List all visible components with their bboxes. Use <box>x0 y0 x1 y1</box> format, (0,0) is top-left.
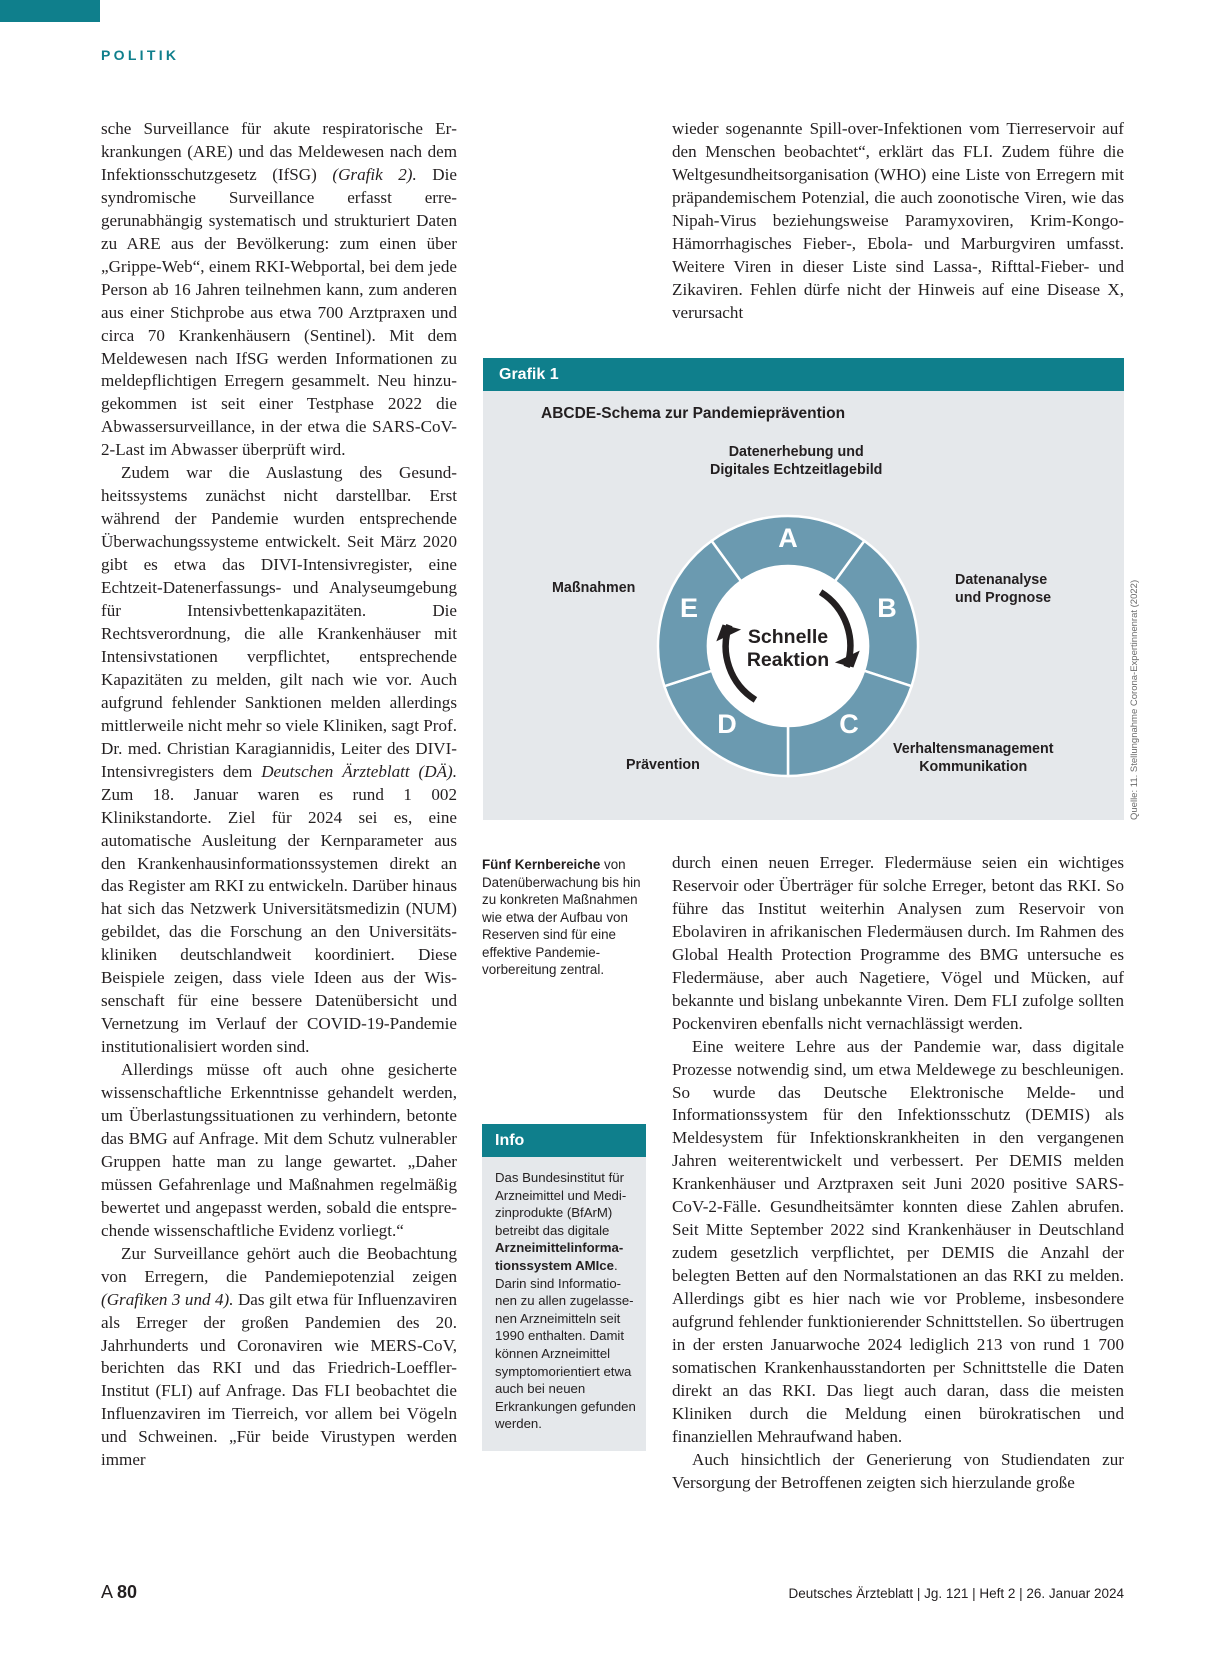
segment-letter-a: A <box>778 523 798 553</box>
figure-reference: (Grafik 2). <box>332 164 417 184</box>
info-text: Das Bundesinstitut für Arzneimittel und Medizinprodukte (BfArM) betreibt das digitale <box>495 1170 627 1238</box>
text-run: Zur Surveillance gehört auch die Beobachtung von Erregern, die Pandemiepotenzial zeigen <box>101 1243 457 1286</box>
left-paragraph-4 <box>101 1243 457 1473</box>
left-paragraph-3: Allerdings müsse oft auch ohne gesicherte wissenschaftliche Erkenntnisse gehandelt werden, um Überlastungssituationen zu verhindern, betonte das BMG auf Anfrage. Mit dem Schutz vulnerabler Gruppen hatte man zu lange gewartet. „Daher müssen Gefahrenlage und Maßnahmen regelmäßig bewertet und angepasst werden, sobald die entsprechende wissenschaftliche Evidenz vorliegt.“ <box>101 1060 457 1240</box>
right-text-column-bottom <box>672 852 1124 1495</box>
figure-grafik-1 <box>483 358 1124 820</box>
abcde-wheel-diagram <box>653 511 923 781</box>
label-a-line1: Datenerhebung und <box>728 444 864 460</box>
figure-caption <box>482 856 647 979</box>
label-a-line2: Digitales Echtzeitlagebild <box>710 462 883 478</box>
text-run: Das gilt etwa für Influenzaviren als Erreger der großen Pandemien des 20. Jahrhunderts und Coronaviren wie MERS-CoV, berichten das RKI und das Friedrich-Loeffler-Institut (FLI) auf Anfrage. Das FLI beobachtet die Influenzaviren im Tierreich, vor allem bei Vögeln und Schweinen. „Für beide Virustypen werden immer <box>101 1289 457 1470</box>
label-c-line1: Verhaltensmanagement <box>893 741 1054 757</box>
info-box-header: Info <box>482 1124 646 1157</box>
label-e: Maßnahmen <box>552 580 636 596</box>
label-d: Prävention <box>626 757 700 773</box>
left-text-column <box>101 118 457 1472</box>
center-text-line2: Reaktion <box>746 649 830 671</box>
segment-letter-b: B <box>877 593 897 623</box>
info-bold: Arzneimittelinformationssystem AMIce <box>495 1240 624 1273</box>
figure-source-note: Quelle: 11. Stellungnahme Corona-Expertinnenrat (2022) <box>1129 579 1140 820</box>
section-label: POLITIK <box>101 47 180 63</box>
top-accent-bar <box>0 0 100 22</box>
label-a <box>710 443 882 479</box>
label-b-line1: Datenanalyse <box>955 572 1048 588</box>
page-number-value: 80 <box>117 1582 138 1602</box>
figure-header: Grafik 1 <box>483 358 1124 391</box>
right-paragraph-2: durch einen neuen Erreger. Fledermäuse seien ein wichtiges Reservoir oder Überträger für solche Erreger, betont das RKI. So führe das Institut weiterhin Analysen zum Reservoir von Ebolaviren in afrikanischen Fledermäusen durch. Im Rahmen des Global Health Protection Programme des BMG untersuche es Fledermäuse, aber auch Nagetiere, Vögel und Mücken, auf bekannte und bislang unbekannte Viren. Dem FLI zufolge sollten Pockenviren ebenfalls nicht vernachlässigt werden. <box>672 853 1124 1033</box>
right-paragraph-4: Auch hinsichtlich der Generierung von Studiendaten zur Versorgung der Betroffenen zeigten sich hierzulande große <box>672 1449 1124 1492</box>
label-b <box>955 571 1051 607</box>
center-text-line1: Schnelle <box>747 626 829 648</box>
label-b-line2: und Prognose <box>955 590 1052 606</box>
right-paragraph-3: Eine weitere Lehre aus der Pandemie war, dass digitale Prozesse notwendig sind, um etwa Meldewege zu beschleunigen. So wurde das Deutsche Elektronische Melde- und Informationssystem für den Infektionsschutz (DEMIS) als Meldesystem für Infektionskrankheiten in den vergangenen Jahren weiterentwickelt und verbessert. Per DEMIS melden Krankenhäuser und Arztpraxen seit Juni 2020 positive SARS-CoV-2-Fälle. Gesundheitsämter konnten diese Zahlen abrufen. Seit Mitte September 2022 sind Krankenhäuser in Deutschland zudem gesetzlich verpflichtet, per DEMIS die Anzahl der belegten Betten auf den Normalstationen an das RKI zu melden. Allerdings gibt es hier nach wie vor Probleme, insbesondere aufgrund fehlender funktionierender Schnittstellen. So übertrugen in der ersten Januarwoche 2024 lediglich 213 von rund 1 700 somatischen Krankenhausstandorten per Schnittstelle die Daten direkt an das RKI. Das liegt auch daran, dass die meisten Kliniken durch die Meldung einen bürokratischen und finanziellen Mehraufwand haben. <box>672 1036 1124 1446</box>
segment-letter-c: C <box>839 709 859 739</box>
page-number <box>101 1582 137 1603</box>
publication-reference: Deutschen Ärzteblatt (DÄ). <box>261 761 457 781</box>
left-paragraph-2 <box>101 462 457 1059</box>
left-paragraph-1 <box>101 118 457 462</box>
caption-bold: Fünf Kernbereiche <box>482 857 601 872</box>
journal-footer: Deutsches Ärzteblatt | Jg. 121 | Heft 2 | 26. Januar 2024 <box>788 1586 1124 1601</box>
info-box <box>482 1124 646 1451</box>
text-run: Die syndromische Surveillance erfasst erregerunabhängig systematisch und strukturiert Daten zu ARE aus der Bevölkerung: zum einen über „Grippe-Web“, einem RKI-Webportal, bei dem jede Person ab 16 Jahren teilnehmen kann, zum anderen aus einer Stichprobe aus etwa 700 Arztpraxen und circa 70 Krankenhäusern (Sentinel). Mit dem Meldewesen nach IfSG werden Informationen zu meldepflichtigen Erregern gesammelt. Neu hinzugekommen ist seit einer Testphase 2022 die Abwassersurveillance, in der etwa die SARS-CoV-2-Last im Abwasser überprüft wird. <box>101 164 457 460</box>
figure-reference: (Grafiken 3 und 4). <box>101 1289 234 1309</box>
figure-body <box>483 391 1124 820</box>
text-run: Zum 18. Januar waren es rund 1 002 Klinikstandorte. Ziel für 2024 sei es, eine automatische Ausleitung der Kernparameter aus den Krankenhausinformationssystemen direkt an das Register am RKI zu entwickeln. Darüber hinaus hat sich das Netzwerk Universitätsmedizin (NUM) gebildet, das die Forschung an den Universitätskliniken deutschlandweit koordiniert. Diese Beispiele zeigen, dass viele Ideen aus der Wissenschaft für eine bessere Datenübersicht und Vernetzung im Verlauf der COVID-19-Pandemie institutionalisiert worden sind. <box>101 784 458 1057</box>
text-run: Zudem war die Auslastung des Gesundheitssystems zunächst nicht darstellbar. Erst während der Pandemie wurden entsprechende Überwachungssysteme entwickelt. Seit März 2020 gibt es etwa das DIVI-Intensivregister, eine Echtzeit-Datenerfassungs- und Analyseumgebung für Intensivbettenkapazitäten. Die Rechtsverordnung, die alle Krankenhäuser mit Intensivstationen verpflichtet, entsprechende Kapazitäten zu melden, gilt nach wie vor. Auch aufgrund fehlender Sanktionen melden allerdings mittlerweile nicht mehr so viele Kliniken, sagt Prof. Dr. med. Christian Karagiannidis, Leiter des DIVI-Intensivregisters dem <box>101 463 457 781</box>
right-text-column-top <box>672 118 1124 325</box>
text-run: sche Surveillance für akute respiratorische Erkrankungen (ARE) und das Meldewesen nach dem Infektionsschutzgesetz (IfSG) <box>101 119 457 184</box>
segment-letter-d: D <box>717 709 737 739</box>
caption-text: von Datenüberwachung bis hin zu konkreten Maßnahmen wie etwa der Aufbau von Reserven sind für eine effektive Pandemievorbereitung zentral. <box>482 857 641 977</box>
right-paragraph-1: wieder sogenannte Spill-over-Infektionen vom Tierreservoir auf den Menschen beobachtet“, erklärt das FLI. Zudem führe die Weltgesundheitsorganisation (WHO) eine Liste von Erregern mit präpandemischem Potenzial, die auch zoonotische Viren, wie das Nipah-Virus beziehungsweise Paramyxoviren, Krim-Kongo-Hämorrhagisches Fieber-, Ebola- und Marburgviren umfasst. Weitere Viren in dieser Liste sind Lassa-, Rifttal-Fieber- und Zikaviren. Fehlen dürfe nicht der Hinweis auf eine Disease X, verursacht <box>672 119 1124 322</box>
info-text: . Darin sind Informationen zu allen zugelassenen Arzneimitteln seit 1990 enthalten. Damit können Arzneimittel symptomorientiert etwa auch bei neuen Erkrankungen gefunden werden. <box>495 1257 636 1432</box>
info-box-body <box>482 1157 646 1433</box>
figure-title: ABCDE-Schema zur Pandemieprävention <box>541 405 846 422</box>
label-c-line2: Kommunikation <box>919 759 1028 775</box>
page-prefix: A <box>101 1582 118 1602</box>
segment-letter-e: E <box>679 593 699 623</box>
